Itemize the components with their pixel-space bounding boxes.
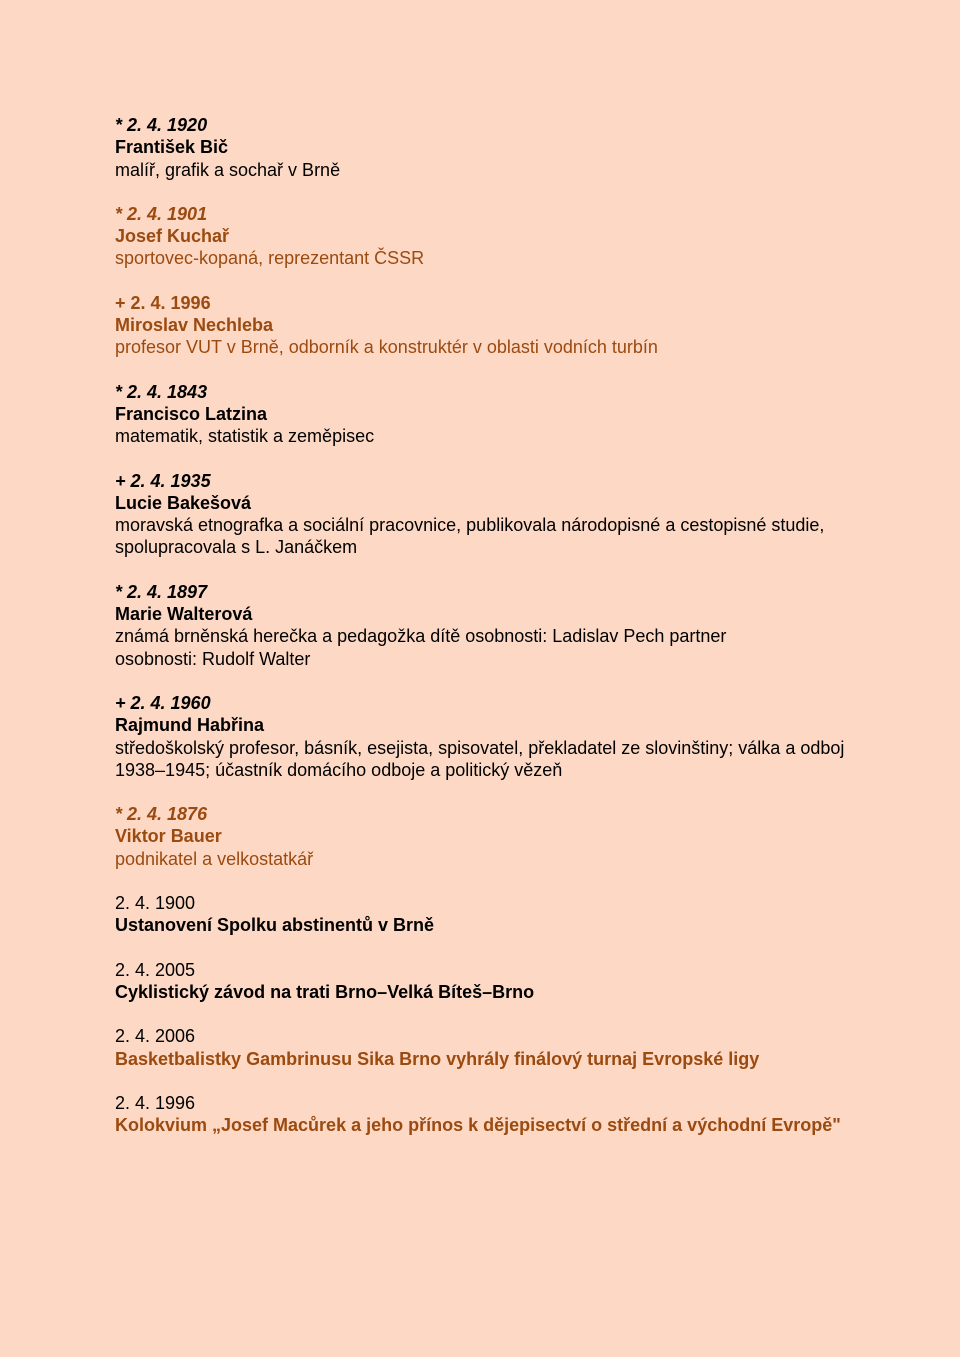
event-title: Kolokvium „Josef Macůrek a jeho přínos k dějepisectví o střední a východní Evropě" [115, 1115, 841, 1136]
entry-date: + 2. 4. 1935 [115, 470, 211, 491]
entry-marie-walterova [115, 581, 860, 670]
event-basketbalistky [115, 1025, 860, 1070]
entry-francisco-latzina [115, 381, 860, 448]
event-kolokvium-macurek [115, 1092, 860, 1137]
event-date: 2. 4. 1900 [115, 893, 196, 914]
entry-rajmund-habrina [115, 692, 860, 781]
event-title: Cyklistický závod na trati Brno–Velká Bíteš–Brno [115, 981, 535, 1002]
entry-description-line1: známá brněnská herečka a pedagožka dítě osobnosti: Ladislav Pech partner [115, 626, 727, 647]
entry-frantisek-bic [115, 114, 860, 181]
entry-name: Rajmund Habřina [115, 715, 265, 736]
entry-date: + 2. 4. 1960 [115, 692, 211, 713]
entry-name: Marie Walterová [115, 604, 253, 625]
event-date: 2. 4. 2006 [115, 1026, 196, 1047]
entry-name: Francisco Latzina [115, 403, 268, 424]
event-title: Basketbalistky Gambrinusu Sika Brno vyhrály finálový turnaj Evropské ligy [115, 1048, 760, 1069]
entry-description: profesor VUT v Brně, odborník a konstruktér v oblasti vodních turbín [115, 337, 658, 358]
event-date: 2. 4. 2005 [115, 959, 196, 980]
entry-date: * 2. 4. 1876 [115, 804, 208, 825]
entry-description-line2: osobnosti: Rudolf Walter [115, 648, 311, 669]
event-title: Ustanovení Spolku abstinentů v Brně [115, 915, 435, 936]
entry-description: malíř, grafik a sochař v Brně [115, 159, 341, 180]
entry-name: Miroslav Nechleba [115, 315, 274, 336]
entry-description: středoškolský profesor, básník, esejista, spisovatel, překladatel ze slovinštiny; válka a odboj 1938–1945; účastník domácího odboje a politický vězeň [115, 737, 845, 780]
entry-description: podnikatel a velkostatkář [115, 848, 314, 869]
entry-name: Lucie Bakešová [115, 492, 252, 513]
entry-name: Josef Kuchař [115, 226, 230, 247]
entry-date: * 2. 4. 1920 [115, 115, 208, 135]
event-cyklisticky-zavod [115, 959, 860, 1004]
entry-josef-kuchar [115, 203, 860, 270]
entry-name: Viktor Bauer [115, 826, 222, 847]
event-spolek-abstinentu [115, 892, 860, 937]
entry-description: sportovec-kopaná, reprezentant ČSSR [115, 248, 425, 269]
entry-date: * 2. 4. 1901 [115, 203, 208, 224]
entry-date: + 2. 4. 1996 [115, 292, 211, 313]
entry-viktor-bauer [115, 803, 860, 870]
entry-date: * 2. 4. 1843 [115, 381, 208, 402]
entry-description: matematik, statistik a zeměpisec [115, 426, 375, 447]
entry-miroslav-nechleba [115, 292, 860, 359]
event-date: 2. 4. 1996 [115, 1092, 196, 1113]
entry-name: František Bič [115, 137, 229, 158]
entry-date: * 2. 4. 1897 [115, 581, 208, 602]
entry-lucie-bakesova [115, 470, 860, 559]
entry-description: moravská etnografka a sociální pracovnice, publikovala národopisné a cestopisné studie, spolupracovala s L. Janáčkem [115, 515, 825, 558]
